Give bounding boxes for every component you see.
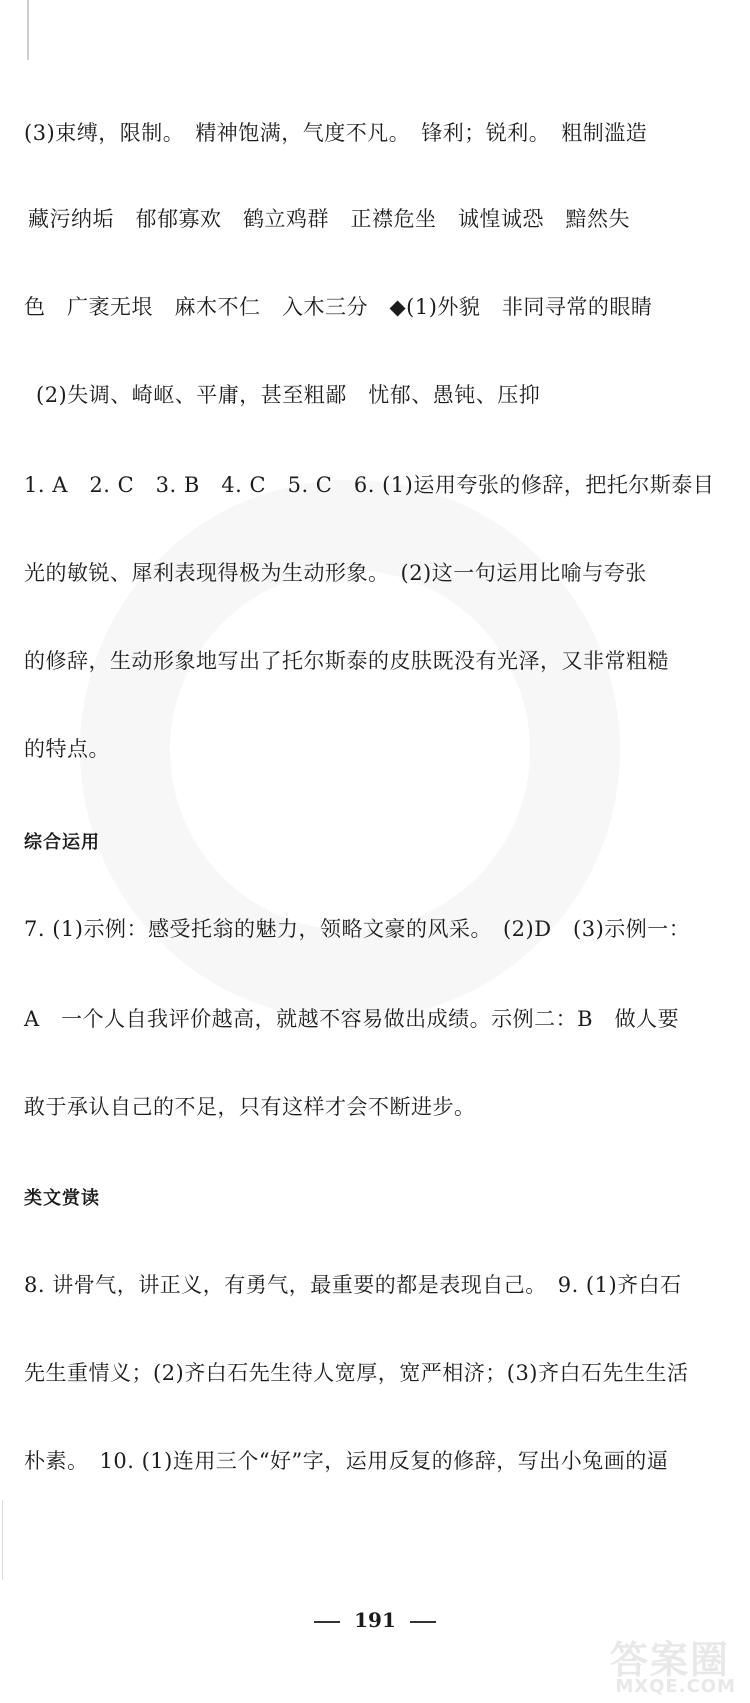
page-number-dash-left [314,1621,340,1623]
text-line-7: 的修辞，生动形象地写出了托尔斯泰的皮肤既没有光泽，又非常粗糙 [24,649,669,673]
text-line-12: 8. 讲骨气，讲正义，有勇气，最重要的都是表现自己。 9. (1)齐白石 [24,1273,682,1297]
text-line-9: 7. (1)示例：感受托翁的魅力，领略文豪的风采。 (2)D (3)示例一： [24,917,691,941]
text-line-14: 朴素。 10. (1)连用三个“好”字，运用反复的修辞，写出小兔画的逼 [24,1449,669,1473]
text-line-8: 的特点。 [24,737,110,761]
text-line-11: 敢于承认自己的不足，只有这样才会不断进步。 [24,1095,476,1119]
corner-logo-domain: MXQE.COM [615,1676,736,1697]
section-heading-comprehensive: 综合运用 [24,832,100,853]
page-number-dash-right [410,1621,436,1623]
text-line-3: 色 广袤无垠 麻木不仁 入木三分 ◆(1)外貌 非同寻常的眼睛 [24,295,653,319]
text-line-6: 光的敏锐、犀利表现得极为生动形象。 (2)这一句运用比喻与夸张 [24,561,647,585]
section-heading-reading: 类文赏读 [24,1188,100,1209]
text-line-13: 先生重情义；(2)齐白石先生待人宽厚，宽严相济；(3)齐白石先生生活 [24,1361,689,1385]
page-number-text: 191 [354,1608,396,1632]
corner-logo-text: 答案圈 [609,1638,730,1682]
text-line-10: A 一个人自我评价越高，就越不容易做出成绩。示例二：B 做人要 [24,1007,680,1031]
text-line-1: (3)束缚，限制。 精神饱满，气度不凡。 锋利；锐利。 粗制滥造 [24,121,648,145]
text-line-2: 藏污纳垢 郁郁寡欢 鹤立鸡群 正襟危坐 诚惶诚恐 黯然失 [28,207,630,231]
scan-edge-mark-lower [2,1500,3,1580]
text-line-4: (2)失调、崎岖、平庸，甚至粗鄙 忧郁、愚钝、压抑 [36,383,541,407]
text-line-5: 1. A 2. C 3. B 4. C 5. C 6. (1)运用夸张的修辞，把托尔斯泰目 [24,473,715,497]
corner-watermark-logo [602,1629,742,1699]
scan-edge-mark [27,0,29,60]
